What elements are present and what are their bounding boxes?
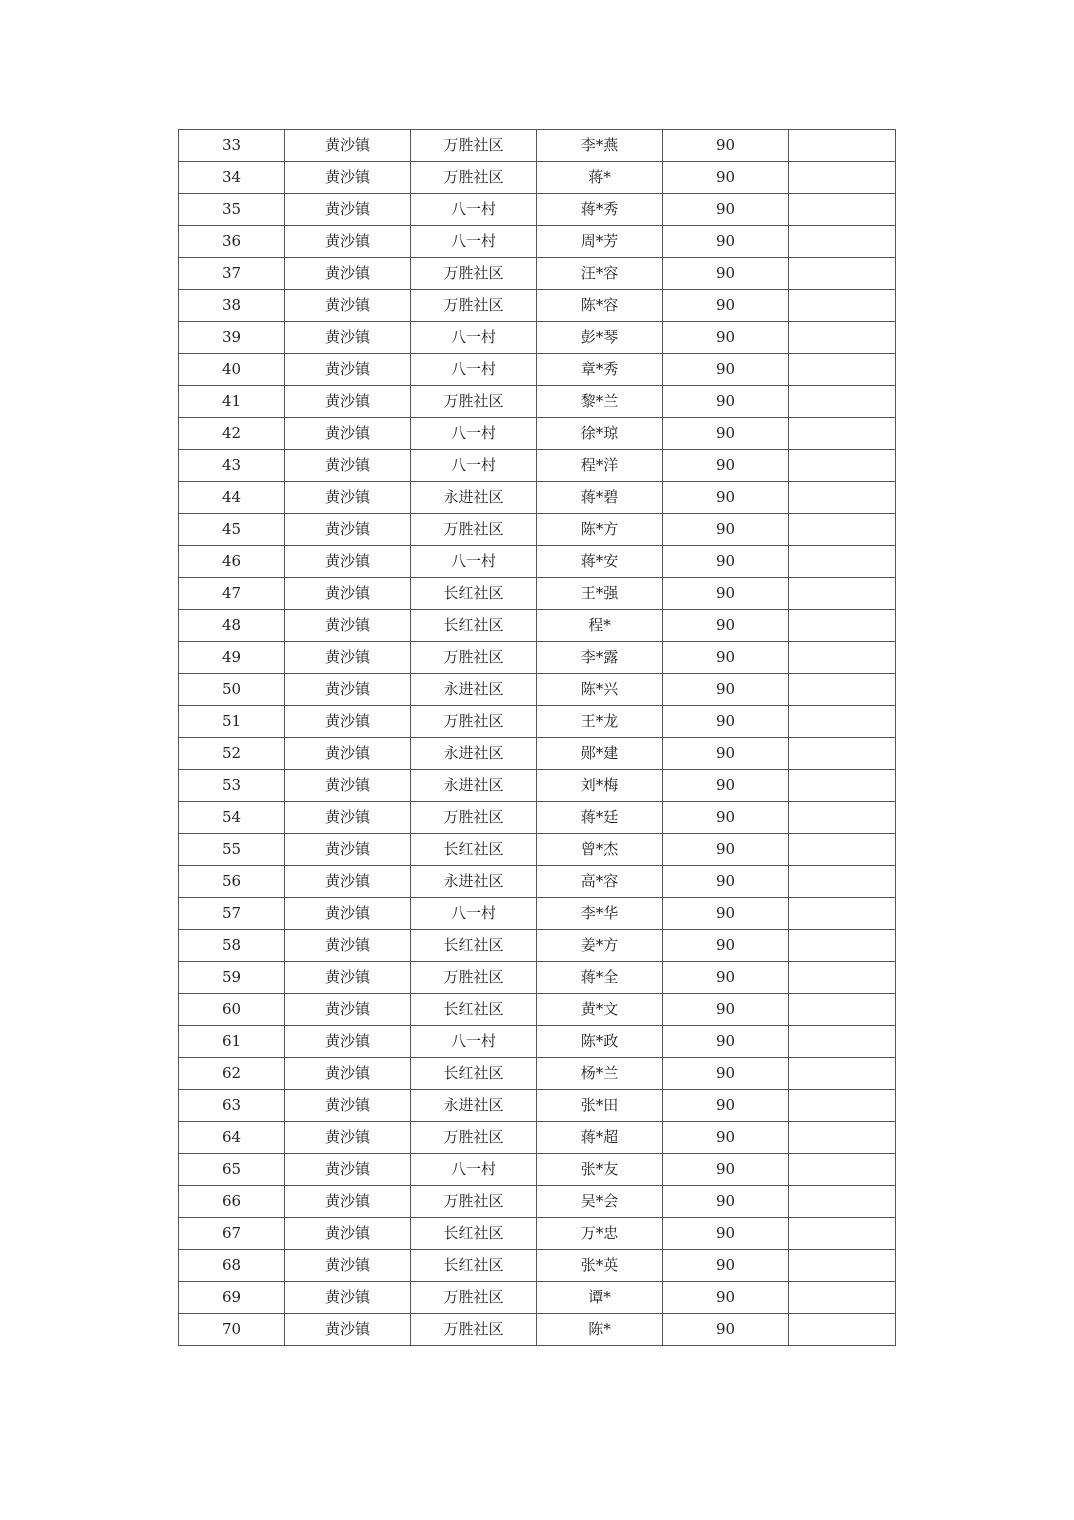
table-row — [179, 1186, 896, 1218]
row-number-cell: 61 — [179, 1026, 285, 1058]
amount-cell: 90 — [663, 290, 789, 322]
note-cell — [789, 1186, 896, 1218]
row-number-cell: 48 — [179, 610, 285, 642]
name-cell: 张*英 — [537, 1250, 663, 1282]
row-number-cell: 44 — [179, 482, 285, 514]
community-cell: 长红社区 — [411, 930, 537, 962]
town-cell: 黄沙镇 — [285, 610, 411, 642]
row-number-cell: 57 — [179, 898, 285, 930]
community-cell: 长红社区 — [411, 1058, 537, 1090]
note-cell — [789, 930, 896, 962]
amount-cell: 90 — [663, 226, 789, 258]
note-cell — [789, 1218, 896, 1250]
town-cell: 黄沙镇 — [285, 1250, 411, 1282]
table-row — [179, 194, 896, 226]
name-cell: 李*露 — [537, 642, 663, 674]
table-row — [179, 1090, 896, 1122]
table-row — [179, 962, 896, 994]
name-cell: 蒋*碧 — [537, 482, 663, 514]
row-number-cell: 34 — [179, 162, 285, 194]
note-cell — [789, 866, 896, 898]
note-cell — [789, 706, 896, 738]
row-number-cell: 69 — [179, 1282, 285, 1314]
amount-cell: 90 — [663, 1314, 789, 1346]
town-cell: 黄沙镇 — [285, 642, 411, 674]
amount-cell: 90 — [663, 1218, 789, 1250]
town-cell: 黄沙镇 — [285, 994, 411, 1026]
community-cell: 长红社区 — [411, 578, 537, 610]
note-cell — [789, 1314, 896, 1346]
table-row — [179, 1314, 896, 1346]
town-cell: 黄沙镇 — [285, 354, 411, 386]
table-row — [179, 674, 896, 706]
row-number-cell: 58 — [179, 930, 285, 962]
amount-cell: 90 — [663, 738, 789, 770]
row-number-cell: 64 — [179, 1122, 285, 1154]
community-cell: 万胜社区 — [411, 962, 537, 994]
note-cell — [789, 162, 896, 194]
town-cell: 黄沙镇 — [285, 450, 411, 482]
note-cell — [789, 738, 896, 770]
row-number-cell: 50 — [179, 674, 285, 706]
table-row — [179, 898, 896, 930]
name-cell: 万*忠 — [537, 1218, 663, 1250]
amount-cell: 90 — [663, 514, 789, 546]
table-row — [179, 354, 896, 386]
town-cell: 黄沙镇 — [285, 674, 411, 706]
town-cell: 黄沙镇 — [285, 1282, 411, 1314]
town-cell: 黄沙镇 — [285, 834, 411, 866]
community-cell: 永进社区 — [411, 1090, 537, 1122]
table-row — [179, 1026, 896, 1058]
note-cell — [789, 994, 896, 1026]
note-cell — [789, 962, 896, 994]
amount-cell: 90 — [663, 386, 789, 418]
note-cell — [789, 418, 896, 450]
name-cell: 陈*容 — [537, 290, 663, 322]
note-cell — [789, 130, 896, 162]
amount-cell: 90 — [663, 162, 789, 194]
table-row — [179, 834, 896, 866]
community-cell: 万胜社区 — [411, 1122, 537, 1154]
row-number-cell: 49 — [179, 642, 285, 674]
name-cell: 杨*兰 — [537, 1058, 663, 1090]
amount-cell: 90 — [663, 834, 789, 866]
community-cell: 万胜社区 — [411, 130, 537, 162]
row-number-cell: 40 — [179, 354, 285, 386]
community-cell: 长红社区 — [411, 834, 537, 866]
community-cell: 万胜社区 — [411, 258, 537, 290]
town-cell: 黄沙镇 — [285, 578, 411, 610]
note-cell — [789, 1282, 896, 1314]
row-number-cell: 59 — [179, 962, 285, 994]
table-row — [179, 450, 896, 482]
row-number-cell: 38 — [179, 290, 285, 322]
name-cell: 蒋*安 — [537, 546, 663, 578]
table-row — [179, 386, 896, 418]
community-cell: 万胜社区 — [411, 514, 537, 546]
name-cell: 汪*容 — [537, 258, 663, 290]
table-row — [179, 162, 896, 194]
town-cell: 黄沙镇 — [285, 322, 411, 354]
name-cell: 程*洋 — [537, 450, 663, 482]
amount-cell: 90 — [663, 1026, 789, 1058]
town-cell: 黄沙镇 — [285, 898, 411, 930]
town-cell: 黄沙镇 — [285, 930, 411, 962]
town-cell: 黄沙镇 — [285, 258, 411, 290]
town-cell: 黄沙镇 — [285, 866, 411, 898]
town-cell: 黄沙镇 — [285, 418, 411, 450]
town-cell: 黄沙镇 — [285, 1186, 411, 1218]
row-number-cell: 37 — [179, 258, 285, 290]
table-row — [179, 770, 896, 802]
amount-cell: 90 — [663, 1122, 789, 1154]
table-row — [179, 706, 896, 738]
name-cell: 蒋*廷 — [537, 802, 663, 834]
name-cell: 姜*方 — [537, 930, 663, 962]
amount-cell: 90 — [663, 482, 789, 514]
table-row — [179, 578, 896, 610]
row-number-cell: 45 — [179, 514, 285, 546]
amount-cell: 90 — [663, 418, 789, 450]
amount-cell: 90 — [663, 1058, 789, 1090]
name-cell: 陈*方 — [537, 514, 663, 546]
note-cell — [789, 674, 896, 706]
name-cell: 黄*文 — [537, 994, 663, 1026]
name-cell: 刘*梅 — [537, 770, 663, 802]
row-number-cell: 67 — [179, 1218, 285, 1250]
amount-cell: 90 — [663, 1282, 789, 1314]
town-cell: 黄沙镇 — [285, 1090, 411, 1122]
row-number-cell: 56 — [179, 866, 285, 898]
row-number-cell: 53 — [179, 770, 285, 802]
note-cell — [789, 226, 896, 258]
amount-cell: 90 — [663, 930, 789, 962]
table-row — [179, 738, 896, 770]
amount-cell: 90 — [663, 258, 789, 290]
table-row — [179, 482, 896, 514]
name-cell: 王*龙 — [537, 706, 663, 738]
amount-cell: 90 — [663, 706, 789, 738]
roster-table-body — [179, 130, 896, 1346]
note-cell — [789, 322, 896, 354]
table-row — [179, 322, 896, 354]
name-cell: 王*强 — [537, 578, 663, 610]
note-cell — [789, 1250, 896, 1282]
table-row — [179, 418, 896, 450]
row-number-cell: 39 — [179, 322, 285, 354]
note-cell — [789, 610, 896, 642]
town-cell: 黄沙镇 — [285, 962, 411, 994]
community-cell: 万胜社区 — [411, 1314, 537, 1346]
community-cell: 八一村 — [411, 1026, 537, 1058]
table-row — [179, 642, 896, 674]
amount-cell: 90 — [663, 802, 789, 834]
community-cell: 万胜社区 — [411, 1186, 537, 1218]
table-row — [179, 1058, 896, 1090]
note-cell — [789, 642, 896, 674]
note-cell — [789, 1154, 896, 1186]
name-cell: 高*容 — [537, 866, 663, 898]
community-cell: 万胜社区 — [411, 162, 537, 194]
amount-cell: 90 — [663, 578, 789, 610]
name-cell: 徐*琼 — [537, 418, 663, 450]
town-cell: 黄沙镇 — [285, 1314, 411, 1346]
community-cell: 万胜社区 — [411, 386, 537, 418]
amount-cell: 90 — [663, 1154, 789, 1186]
name-cell: 李*华 — [537, 898, 663, 930]
community-cell: 万胜社区 — [411, 1282, 537, 1314]
amount-cell: 90 — [663, 610, 789, 642]
table-row — [179, 930, 896, 962]
community-cell: 八一村 — [411, 354, 537, 386]
community-cell: 永进社区 — [411, 738, 537, 770]
table-row — [179, 226, 896, 258]
row-number-cell: 63 — [179, 1090, 285, 1122]
row-number-cell: 70 — [179, 1314, 285, 1346]
note-cell — [789, 1026, 896, 1058]
row-number-cell: 65 — [179, 1154, 285, 1186]
community-cell: 八一村 — [411, 1154, 537, 1186]
name-cell: 章*秀 — [537, 354, 663, 386]
name-cell: 陈* — [537, 1314, 663, 1346]
note-cell — [789, 386, 896, 418]
town-cell: 黄沙镇 — [285, 1026, 411, 1058]
name-cell: 蒋*超 — [537, 1122, 663, 1154]
name-cell: 蒋*秀 — [537, 194, 663, 226]
name-cell: 彭*琴 — [537, 322, 663, 354]
amount-cell: 90 — [663, 898, 789, 930]
town-cell: 黄沙镇 — [285, 738, 411, 770]
community-cell: 永进社区 — [411, 482, 537, 514]
row-number-cell: 68 — [179, 1250, 285, 1282]
table-row — [179, 546, 896, 578]
note-cell — [789, 1058, 896, 1090]
amount-cell: 90 — [663, 450, 789, 482]
amount-cell: 90 — [663, 866, 789, 898]
table-row — [179, 1218, 896, 1250]
note-cell — [789, 290, 896, 322]
roster-table — [178, 129, 896, 1346]
note-cell — [789, 482, 896, 514]
amount-cell: 90 — [663, 770, 789, 802]
amount-cell: 90 — [663, 674, 789, 706]
name-cell: 张*友 — [537, 1154, 663, 1186]
town-cell: 黄沙镇 — [285, 226, 411, 258]
name-cell: 黎*兰 — [537, 386, 663, 418]
town-cell: 黄沙镇 — [285, 194, 411, 226]
name-cell: 陈*政 — [537, 1026, 663, 1058]
name-cell: 曾*杰 — [537, 834, 663, 866]
note-cell — [789, 194, 896, 226]
row-number-cell: 41 — [179, 386, 285, 418]
note-cell — [789, 354, 896, 386]
row-number-cell: 66 — [179, 1186, 285, 1218]
town-cell: 黄沙镇 — [285, 482, 411, 514]
town-cell: 黄沙镇 — [285, 706, 411, 738]
table-row — [179, 130, 896, 162]
community-cell: 万胜社区 — [411, 642, 537, 674]
amount-cell: 90 — [663, 130, 789, 162]
table-row — [179, 290, 896, 322]
note-cell — [789, 834, 896, 866]
town-cell: 黄沙镇 — [285, 546, 411, 578]
name-cell: 周*芳 — [537, 226, 663, 258]
row-number-cell: 54 — [179, 802, 285, 834]
note-cell — [789, 898, 896, 930]
name-cell: 张*田 — [537, 1090, 663, 1122]
community-cell: 永进社区 — [411, 674, 537, 706]
row-number-cell: 47 — [179, 578, 285, 610]
amount-cell: 90 — [663, 1250, 789, 1282]
community-cell: 长红社区 — [411, 1218, 537, 1250]
name-cell: 程* — [537, 610, 663, 642]
note-cell — [789, 258, 896, 290]
amount-cell: 90 — [663, 994, 789, 1026]
row-number-cell: 60 — [179, 994, 285, 1026]
name-cell: 陈*兴 — [537, 674, 663, 706]
note-cell — [789, 578, 896, 610]
name-cell: 蒋* — [537, 162, 663, 194]
row-number-cell: 46 — [179, 546, 285, 578]
name-cell: 李*燕 — [537, 130, 663, 162]
community-cell: 八一村 — [411, 418, 537, 450]
note-cell — [789, 546, 896, 578]
row-number-cell: 51 — [179, 706, 285, 738]
table-row — [179, 1122, 896, 1154]
table-row — [179, 1282, 896, 1314]
note-cell — [789, 770, 896, 802]
town-cell: 黄沙镇 — [285, 802, 411, 834]
amount-cell: 90 — [663, 354, 789, 386]
name-cell: 郧*建 — [537, 738, 663, 770]
community-cell: 万胜社区 — [411, 706, 537, 738]
town-cell: 黄沙镇 — [285, 162, 411, 194]
name-cell: 吴*会 — [537, 1186, 663, 1218]
note-cell — [789, 802, 896, 834]
table-row — [179, 994, 896, 1026]
note-cell — [789, 1122, 896, 1154]
name-cell: 蒋*全 — [537, 962, 663, 994]
community-cell: 万胜社区 — [411, 802, 537, 834]
note-cell — [789, 450, 896, 482]
table-row — [179, 1250, 896, 1282]
amount-cell: 90 — [663, 546, 789, 578]
row-number-cell: 33 — [179, 130, 285, 162]
row-number-cell: 52 — [179, 738, 285, 770]
table-row — [179, 1154, 896, 1186]
row-number-cell: 62 — [179, 1058, 285, 1090]
amount-cell: 90 — [663, 1186, 789, 1218]
community-cell: 长红社区 — [411, 610, 537, 642]
table-row — [179, 610, 896, 642]
town-cell: 黄沙镇 — [285, 290, 411, 322]
town-cell: 黄沙镇 — [285, 1122, 411, 1154]
community-cell: 八一村 — [411, 450, 537, 482]
name-cell: 谭* — [537, 1282, 663, 1314]
town-cell: 黄沙镇 — [285, 1154, 411, 1186]
amount-cell: 90 — [663, 1090, 789, 1122]
row-number-cell: 36 — [179, 226, 285, 258]
town-cell: 黄沙镇 — [285, 386, 411, 418]
table-row — [179, 514, 896, 546]
table-row — [179, 802, 896, 834]
community-cell: 长红社区 — [411, 994, 537, 1026]
town-cell: 黄沙镇 — [285, 1218, 411, 1250]
amount-cell: 90 — [663, 962, 789, 994]
note-cell — [789, 514, 896, 546]
community-cell: 永进社区 — [411, 866, 537, 898]
row-number-cell: 43 — [179, 450, 285, 482]
town-cell: 黄沙镇 — [285, 130, 411, 162]
community-cell: 八一村 — [411, 898, 537, 930]
row-number-cell: 42 — [179, 418, 285, 450]
community-cell: 八一村 — [411, 546, 537, 578]
community-cell: 八一村 — [411, 226, 537, 258]
community-cell: 永进社区 — [411, 770, 537, 802]
community-cell: 八一村 — [411, 322, 537, 354]
community-cell: 万胜社区 — [411, 290, 537, 322]
row-number-cell: 35 — [179, 194, 285, 226]
table-row — [179, 258, 896, 290]
town-cell: 黄沙镇 — [285, 514, 411, 546]
amount-cell: 90 — [663, 322, 789, 354]
table-row — [179, 866, 896, 898]
community-cell: 八一村 — [411, 194, 537, 226]
town-cell: 黄沙镇 — [285, 770, 411, 802]
note-cell — [789, 1090, 896, 1122]
amount-cell: 90 — [663, 194, 789, 226]
town-cell: 黄沙镇 — [285, 1058, 411, 1090]
community-cell: 长红社区 — [411, 1250, 537, 1282]
row-number-cell: 55 — [179, 834, 285, 866]
amount-cell: 90 — [663, 642, 789, 674]
